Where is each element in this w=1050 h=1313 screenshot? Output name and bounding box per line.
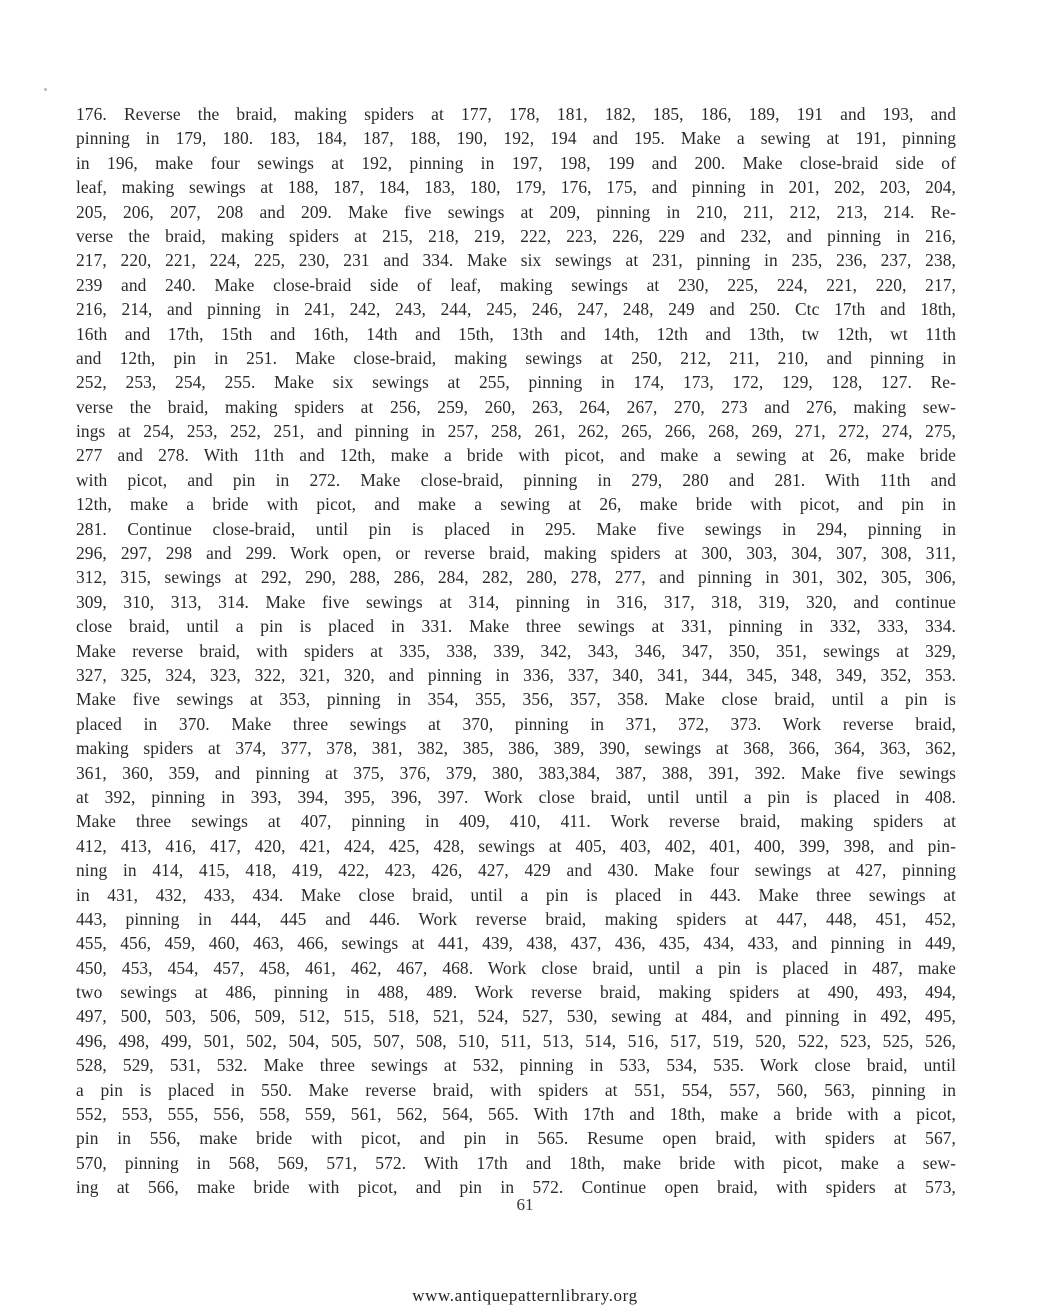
text-line: verse the braid, making spiders at 256, 259, 260, 263, 264, 267, 270, 273 and 276, making sew-	[76, 396, 956, 417]
text-line: making spiders at 374, 377, 378, 381, 382, 385, 386, 389, 390, sewings at 368, 366, 364, 363, 362,	[76, 738, 956, 759]
text-line: Make three sewings at 407, pinning in 409, 410, 411. Work reverse braid, making spiders at	[76, 811, 956, 832]
text-line: 450, 453, 454, 457, 458, 461, 462, 467, 468. Work close braid, until a pin is placed in 487, make	[76, 957, 956, 978]
text-line: in 196, make four sewings at 192, pinning in 197, 198, 199 and 200. Make close-braid side of	[76, 152, 956, 173]
text-line: a pin is placed in 550. Make reverse braid, with spiders at 551, 554, 557, 560, 563, pinning in	[76, 1079, 956, 1100]
text-line: 312, 315, sewings at 292, 290, 288, 286, 284, 282, 280, 278, 277, and pinning in 301, 302, 305, 306,	[76, 567, 956, 588]
text-line: 12th, make a bride with picot, and make a sewing at 26, make bride with picot, and pin in	[76, 494, 956, 515]
text-line: 528, 529, 531, 532. Make three sewings at 532, pinning in 533, 534, 535. Work close braid, until	[76, 1055, 956, 1076]
text-line: in 431, 432, 433, 434. Make close braid, until a pin is placed in 443. Make three sewings at	[76, 884, 956, 905]
text-line: 216, 214, and pinning in 241, 242, 243, 244, 245, 246, 247, 248, 249 and 250. Ctc 17th and 18th,	[76, 299, 956, 320]
text-line: ings at 254, 253, 252, 251, and pinning in 257, 258, 261, 262, 265, 266, 268, 269, 271, 272, 274, 275,	[76, 421, 956, 442]
text-line: 16th and 17th, 15th and 16th, 14th and 15th, 13th and 14th, 12th and 13th, tw 12th, wt 11th	[76, 323, 956, 344]
text-line: 309, 310, 313, 314. Make five sewings at 314, pinning in 316, 317, 318, 319, 320, and continue	[76, 591, 956, 612]
text-line: with picot, and pin in 272. Make close-braid, pinning in 279, 280 and 281. With 11th and	[76, 469, 956, 490]
text-line: 281. Continue close-braid, until pin is placed in 295. Make five sewings in 294, pinning in	[76, 518, 956, 539]
text-line: 497, 500, 503, 506, 509, 512, 515, 518, 521, 524, 527, 530, sewing at 484, and pinning in 492, 495,	[76, 1006, 956, 1027]
page-number: 61	[516, 1195, 534, 1214]
text-line: 217, 220, 221, 224, 225, 230, 231 and 334. Make six sewings at 231, pinning in 235, 236, 237, 238,	[76, 250, 956, 271]
text-line: pin in 556, make bride with picot, and pin in 565. Resume open braid, with spiders at 567,	[76, 1128, 956, 1149]
text-line: 361, 360, 359, and pinning at 375, 376, 379, 380, 383,384, 387, 388, 391, 392. Make five sewings	[76, 762, 956, 783]
text-line: 552, 553, 555, 556, 558, 559, 561, 562, 564, 565. With 17th and 18th, make a bride with a picot,	[76, 1104, 956, 1125]
text-line: Make five sewings at 353, pinning in 354, 355, 356, 357, 358. Make close braid, until a pin is	[76, 689, 956, 710]
text-line: close braid, until a pin is placed in 331. Make three sewings at 331, pinning in 332, 333, 334.	[76, 616, 956, 637]
text-line: two sewings at 486, pinning in 488, 489. Work reverse braid, making spiders at 490, 493, 494,	[76, 982, 956, 1003]
text-line: ning in 414, 415, 418, 419, 422, 423, 426, 427, 429 and 430. Make four sewings at 427, pinning	[76, 860, 956, 881]
text-line: 412, 413, 416, 417, 420, 421, 424, 425, 428, sewings at 405, 403, 402, 401, 400, 399, 398, and pin-	[76, 835, 956, 856]
text-line: Make reverse braid, with spiders at 335, 338, 339, 342, 343, 346, 347, 350, 351, sewings at 329,	[76, 640, 956, 661]
text-line: pinning in 179, 180. 183, 184, 187, 188, 190, 192, 194 and 195. Make a sewing at 191, pinning	[76, 128, 956, 149]
text-line: and 12th, pin in 251. Make close-braid, making sewings at 250, 212, 211, 210, and pinning in	[76, 347, 956, 368]
text-line: at 392, pinning in 393, 394, 395, 396, 397. Work close braid, until until a pin is placed in 408.	[76, 786, 956, 807]
text-line: 176. Reverse the braid, making spiders at 177, 178, 181, 182, 185, 186, 189, 191 and 193, and	[76, 104, 956, 124]
text-line: 570, pinning in 568, 569, 571, 572. With 17th and 18th, make bride with picot, make a sew-	[76, 1152, 956, 1173]
text-line: 455, 456, 459, 460, 463, 466, sewings at 441, 439, 438, 437, 436, 435, 434, 433, and pinning in 449,	[76, 933, 956, 954]
body-text	[76, 102, 956, 1200]
text-line: 443, pinning in 444, 445 and 446. Work reverse braid, making spiders at 447, 448, 451, 452,	[76, 908, 956, 929]
text-line: ing at 566, make bride with picot, and pin in 572. Continue open braid, with spiders at 573,	[76, 1177, 956, 1198]
text-line: 496, 498, 499, 501, 502, 504, 505, 507, 508, 510, 511, 513, 514, 516, 517, 519, 520, 522, 523, 525, 526,	[76, 1030, 956, 1051]
scan-speck	[44, 88, 47, 91]
text-line: 327, 325, 324, 323, 322, 321, 320, and pinning in 336, 337, 340, 341, 344, 345, 348, 349, 352, 353.	[76, 664, 956, 685]
footer-url[interactable]: www.antiquepatternlibrary.org	[412, 1286, 638, 1305]
text-line: 239 and 240. Make close-braid side of leaf, making sewings at 230, 225, 224, 221, 220, 217,	[76, 274, 956, 295]
text-line: 252, 253, 254, 255. Make six sewings at 255, pinning in 174, 173, 172, 129, 128, 127. Re-	[76, 372, 956, 393]
text-line: leaf, making sewings at 188, 187, 184, 183, 180, 179, 176, 175, and pinning in 201, 202, 203, 204,	[76, 177, 956, 198]
text-line: verse the braid, making spiders at 215, 218, 219, 222, 223, 226, 229 and 232, and pinning in 216,	[76, 225, 956, 246]
text-line: 205, 206, 207, 208 and 209. Make five sewings at 209, pinning in 210, 211, 212, 213, 214. Re-	[76, 201, 956, 222]
text-line: placed in 370. Make three sewings at 370, pinning in 371, 372, 373. Work reverse braid,	[76, 713, 956, 734]
text-line: 277 and 278. With 11th and 12th, make a bride with picot, and make a sewing at 26, make bride	[76, 445, 956, 466]
text-line: 296, 297, 298 and 299. Work open, or reverse braid, making spiders at 300, 303, 304, 307, 308, 311,	[76, 543, 956, 564]
